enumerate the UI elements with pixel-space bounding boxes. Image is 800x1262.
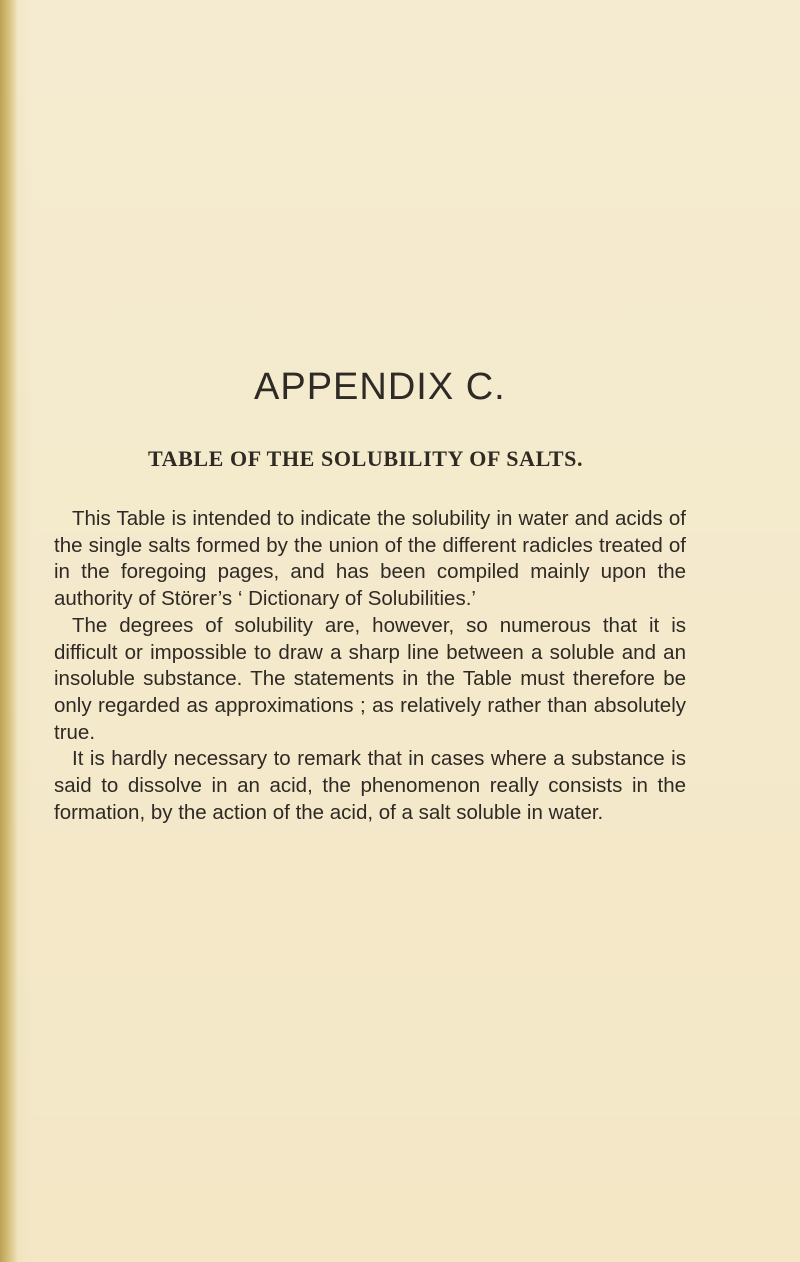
paragraph-intro: This Table is intended to indicate the solubility in water and acids of the single salts formed by the union of the different radicles treated of in the foregoing pages, and has been compiled mainly upon the authority of Störer’s ‘ Dictionary of Solubilities.’ xyxy=(54,507,686,611)
paragraph-acid-dissolution: It is hardly necessary to remark that in cases where a substance is said to dissolve in an acid, the phenomenon really consists in the formation, by the action of the acid, of a salt soluble in water. xyxy=(54,747,686,824)
paragraph-solubility-degrees: The degrees of solubility are, however, so numerous that it is difficult or impossible to draw a sharp line between a soluble and an insoluble substance. The statements in the Table must therefore be only regarded as approximations ; as relatively rather than absolutely true. xyxy=(54,613,686,744)
table-title: TABLE OF THE SOLUBILITY OF SALTS. xyxy=(148,446,584,471)
page-gutter xyxy=(0,0,18,1262)
appendix-body xyxy=(54,506,686,826)
appendix-title: APPENDIX C. xyxy=(254,366,506,408)
